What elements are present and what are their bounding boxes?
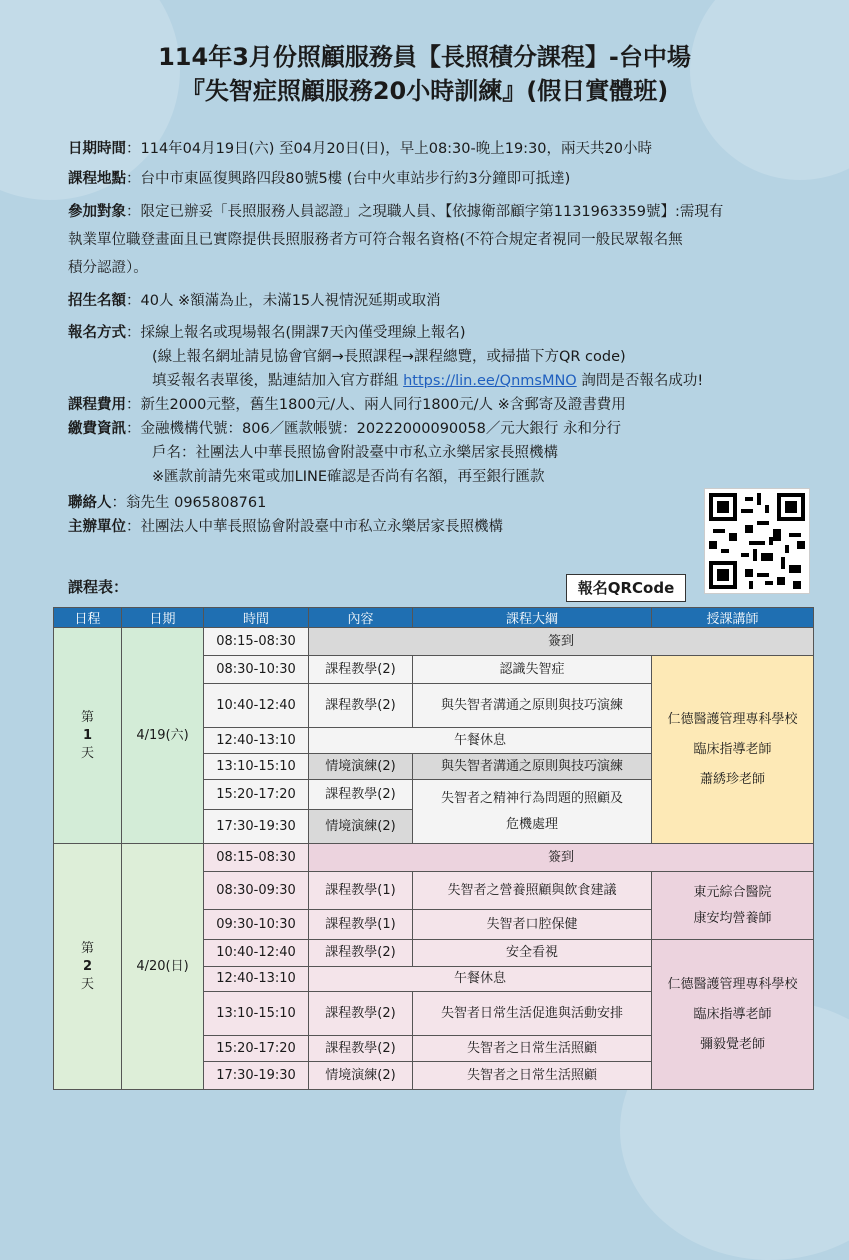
payment-line xyxy=(68,416,621,442)
time-cell: 17:30-19:30 xyxy=(204,810,309,844)
day2-cell xyxy=(54,844,122,1090)
line-group-link[interactable]: https://lin.ee/QnmsMNO xyxy=(403,373,577,389)
contact-line xyxy=(68,490,266,516)
fee-value: ：新生2000元整，舊生1800元/人、兩人同行1800元/人 ※含郵寄及證書費用 xyxy=(126,397,626,413)
date-label: 日期時間 xyxy=(68,141,126,157)
content-cell: 課程教學(1) xyxy=(309,872,413,910)
day2-date: 4/20(日) xyxy=(122,844,204,1090)
payment-text-3: ※匯款前請先來電或加LINE確認是否尚有名額，再至銀行匯款 xyxy=(152,469,545,485)
payment-label: 繳費資訊 xyxy=(68,421,126,437)
signup-label: 報名方式 xyxy=(68,325,126,341)
day2-teacher-b-cell xyxy=(652,940,814,1090)
payment-text-1: ：金融機構代號：806／匯款帳號：20222000090058／元大銀行 永和分行 xyxy=(126,421,621,437)
signup-text-3a: 填妥報名表單後，點連結加入官方群組 xyxy=(152,373,404,389)
organizer-value: ：社團法人中華長照協會附設臺中市私立永樂居家長照機構 xyxy=(126,519,503,535)
header-content: 內容 xyxy=(309,608,413,628)
outline-cell-merged xyxy=(413,780,652,844)
signup-line-3 xyxy=(152,368,703,394)
header-day: 日程 xyxy=(54,608,122,628)
teacher-hospital: 東元綜合醫院 xyxy=(693,884,772,900)
target-label: 參加對象 xyxy=(68,204,126,220)
day2-word: 第 xyxy=(80,940,94,956)
teacher-school: 仁德醫護管理專科學校 xyxy=(667,976,798,992)
teacher-name: 康安均營養師 xyxy=(693,910,772,926)
outline-text-1: 失智者之精神行為問題的照顧及 xyxy=(440,790,623,806)
outline-cell: 認識失智症 xyxy=(413,656,652,684)
teacher-name: 彌毅覺老師 xyxy=(699,1036,765,1052)
outline-cell: 失智者之日常生活照顧 xyxy=(413,1062,652,1090)
quota-value: ：40人 ※額滿為止，未滿15人視情況延期或取消 xyxy=(126,293,441,309)
time-cell: 10:40-12:40 xyxy=(204,940,309,967)
time-cell: 12:40-13:10 xyxy=(204,967,309,992)
day1-teacher-cell xyxy=(652,656,814,844)
lunch-cell: 午餐休息 xyxy=(309,728,652,754)
day1-word: 第 xyxy=(80,709,94,725)
outline-cell: 與失智者溝通之原則與技巧演練 xyxy=(413,684,652,728)
teacher-name: 蕭綉珍老師 xyxy=(699,771,765,787)
outline-cell: 與失智者溝通之原則與技巧演練 xyxy=(413,754,652,780)
header-time: 時間 xyxy=(204,608,309,628)
content-cell: 課程教學(2) xyxy=(309,684,413,728)
day2-teacher-a-cell xyxy=(652,872,814,940)
signup-text-1: ：採線上報名或現場報名(開課7天內僅受理線上報名) xyxy=(126,325,466,341)
content-cell: 課程教學(2) xyxy=(309,656,413,684)
time-cell: 15:20-17:20 xyxy=(204,1036,309,1062)
target-text-2: 執業單位職登畫面且已實際提供長照服務者方可符合報名資格(不符合規定者視同一般民眾報名無 xyxy=(68,232,683,248)
signup-text-3b: 詢問是否報名成功! xyxy=(576,373,704,389)
time-cell: 12:40-13:10 xyxy=(204,728,309,754)
outline-cell: 失智者日常生活促進與活動安排 xyxy=(413,992,652,1036)
teacher-title: 臨床指導老師 xyxy=(693,741,772,757)
qr-code-image xyxy=(705,489,809,593)
time-cell: 13:10-15:10 xyxy=(204,992,309,1036)
target-line xyxy=(68,199,723,225)
time-cell: 13:10-15:10 xyxy=(204,754,309,780)
outline-cell: 失智者口腔保健 xyxy=(413,910,652,940)
table-row xyxy=(54,628,814,656)
outline-text-2: 危機處理 xyxy=(505,816,558,832)
content-cell: 課程教學(2) xyxy=(309,1036,413,1062)
day1-date: 4/19(六) xyxy=(122,628,204,844)
day1-suffix: 天 xyxy=(80,745,94,761)
payment-text-2: 戶名：社團法人中華長照協會附設臺中市私立永樂居家長照機構 xyxy=(152,445,558,461)
time-cell: 09:30-10:30 xyxy=(204,910,309,940)
location-value: ：台中市東區復興路四段80號5樓 (台中火車站步行約3分鐘即可抵達) xyxy=(126,171,571,187)
content-cell: 課程教學(2) xyxy=(309,992,413,1036)
location-line xyxy=(68,166,570,192)
day1-number: 1 xyxy=(82,727,93,743)
content-cell: 情境演練(2) xyxy=(309,1062,413,1090)
outline-cell: 安全看視 xyxy=(413,940,652,967)
qr-code-label: 報名QRCode xyxy=(566,574,686,602)
signup-text-2: (線上報名網址請見協會官網→長照課程→課程總覽，或掃描下方QR code) xyxy=(152,349,626,365)
organizer-label: 主辦單位 xyxy=(68,519,126,535)
header-teacher: 授課講師 xyxy=(652,608,814,628)
date-value: ：114年04月19日(六) 至04月20日(日)，早上08:30-晚上19:30，兩天共20小時 xyxy=(126,141,652,157)
fee-line xyxy=(68,392,626,418)
content-cell: 情境演練(2) xyxy=(309,754,413,780)
qr-code[interactable] xyxy=(704,488,810,594)
checkin-cell: 簽到 xyxy=(309,628,814,656)
target-text-3: 積分認證）。 xyxy=(68,260,148,276)
time-cell: 17:30-19:30 xyxy=(204,1062,309,1090)
page-title: 114年3月份照顧服務員【長照積分課程】-台中場 xyxy=(158,43,691,71)
time-cell: 08:15-08:30 xyxy=(204,628,309,656)
content-cell: 情境演練(2) xyxy=(309,810,413,844)
time-cell: 08:30-09:30 xyxy=(204,872,309,910)
time-cell: 08:30-10:30 xyxy=(204,656,309,684)
time-cell: 10:40-12:40 xyxy=(204,684,309,728)
outline-cell: 失智者之營養照顧與飲食建議 xyxy=(413,872,652,910)
contact-label: 聯絡人 xyxy=(68,495,112,511)
quota-label: 招生名額 xyxy=(68,293,126,309)
checkin-cell: 簽到 xyxy=(309,844,814,872)
organizer-line xyxy=(68,514,503,540)
schedule-table xyxy=(53,607,814,1090)
page-subtitle: 『失智症照顧服務20小時訓練』(假日實體班) xyxy=(180,77,669,105)
content-cell: 課程教學(2) xyxy=(309,780,413,810)
day2-suffix: 天 xyxy=(80,976,94,992)
teacher-title: 臨床指導老師 xyxy=(693,1006,772,1022)
location-label: 課程地點 xyxy=(68,171,126,187)
date-line xyxy=(68,136,652,162)
schedule-title: 課程表： xyxy=(68,578,129,596)
header-outline: 課程大綱 xyxy=(413,608,652,628)
table-row xyxy=(54,844,814,872)
content-cell: 課程教學(1) xyxy=(309,910,413,940)
target-text-1: ：限定已辦妥「長照服務人員認證」之現職人員、【依據衛部顧字第1131963359號】:需現有 xyxy=(126,204,724,220)
signup-line xyxy=(68,320,466,346)
fee-label: 課程費用 xyxy=(68,397,126,413)
header-date: 日期 xyxy=(122,608,204,628)
day1-cell xyxy=(54,628,122,844)
table-header-row xyxy=(54,608,814,628)
contact-value: ：翁先生 0965808761 xyxy=(111,495,267,511)
time-cell: 15:20-17:20 xyxy=(204,780,309,810)
day2-number: 2 xyxy=(82,958,93,974)
quota-line xyxy=(68,288,441,314)
time-cell: 08:15-08:30 xyxy=(204,844,309,872)
teacher-school: 仁德醫護管理專科學校 xyxy=(667,711,798,727)
content-cell: 課程教學(2) xyxy=(309,940,413,967)
outline-cell: 失智者之日常生活照顧 xyxy=(413,1036,652,1062)
lunch-cell: 午餐休息 xyxy=(309,967,652,992)
